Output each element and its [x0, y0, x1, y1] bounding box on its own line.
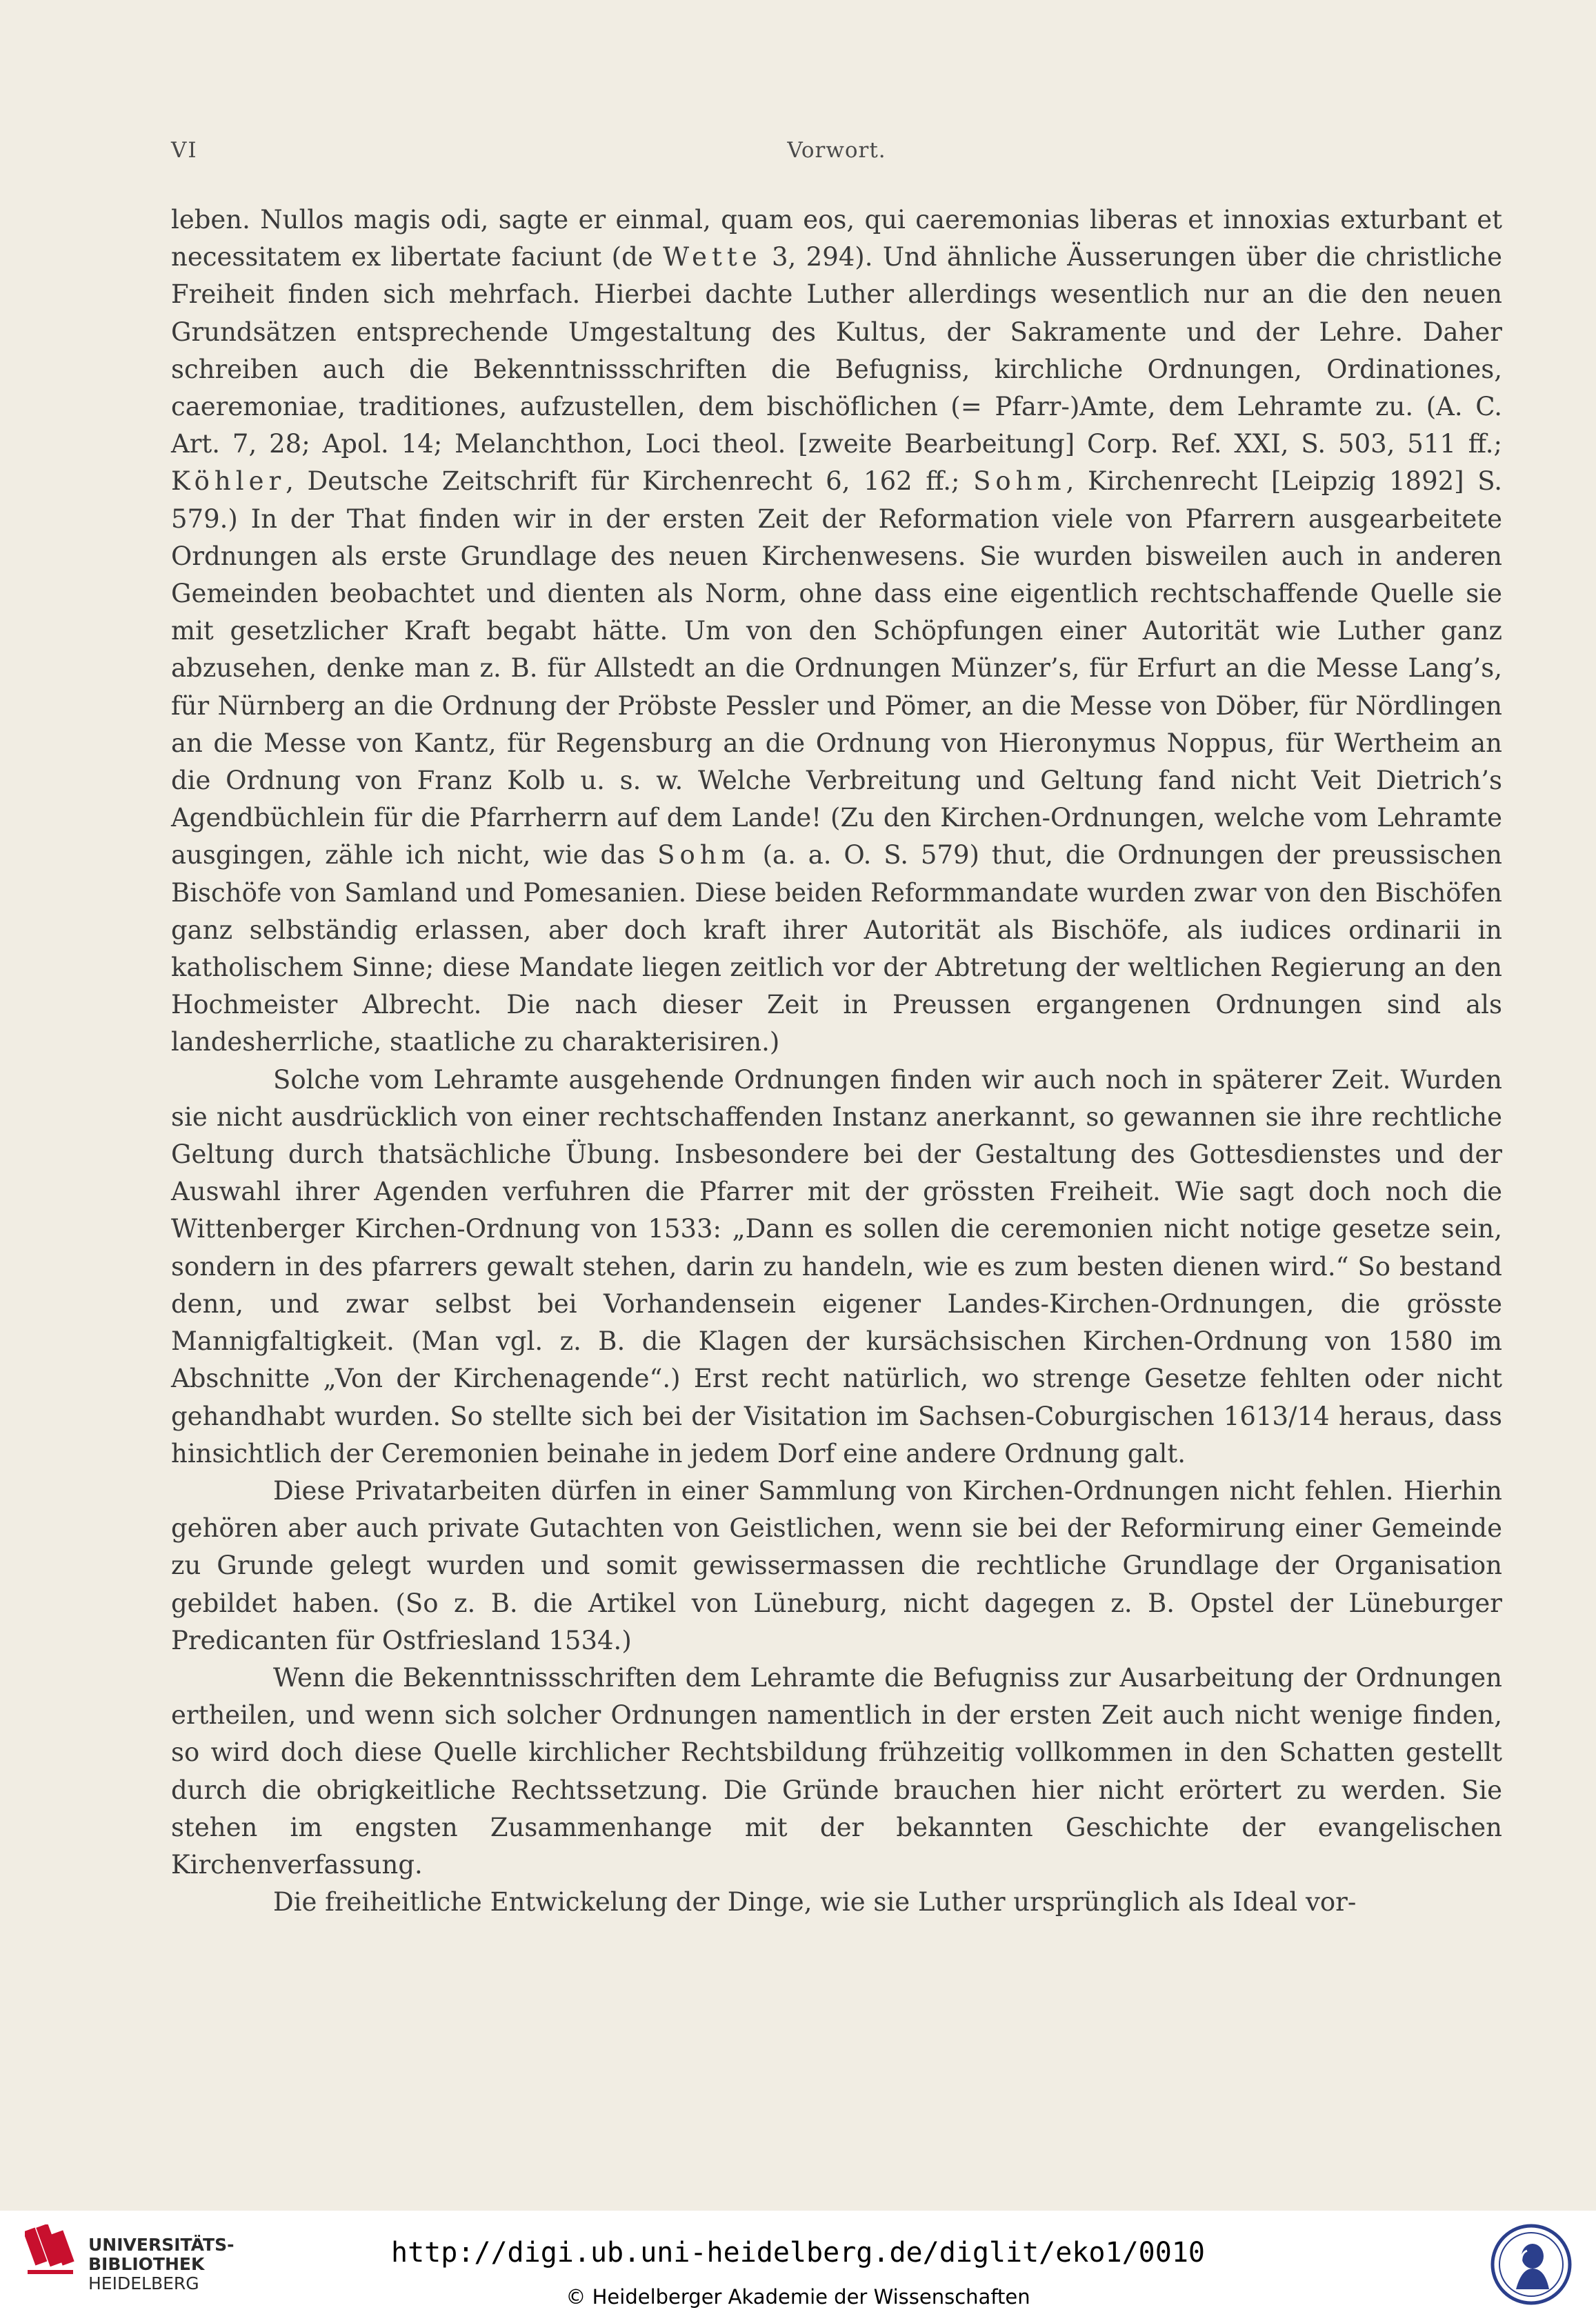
- text-run: (a. a. O. S. 579) thut, die Ordnungen der preussischen Bischöfe von Samland und Pomesanien. Diese beiden Reformmandate wurden zwar von den Bischöfen ganz selbständig erlassen, aber doch kraft ihrer Autorität als Bischöfe, als iudices ordinarii in katholischem Sinne; diese Mandate liegen zeitlich vor der Abtretung der weltlichen Regierung an den Hochmeister Albrecht. Die nach dieser Zeit in Preussen ergangenen Ordnungen sind als landesherrliche, staatliche zu charakterisiren.): [171, 840, 1502, 1057]
- page-header: [171, 138, 1502, 179]
- text-run: Wenn die Bekenntnissschriften dem Lehramte die Befugniss zur Ausarbeitung der Ordnungen ertheilen, und wenn sich solcher Ordnungen namentlich in der ersten Zeit auch nicht wenige finden, so wird doch diese Quelle kirchlicher Rechtsbildung frühzeitig vollkommen in den Schatten gestellt durch die obrigkeitliche Rechtssetzung. Die Gründe brauchen hier nicht erörtert zu werden. Sie stehen im engsten Zusammenhange mit der bekannten Geschichte der evangelischen Kirchenverfassung.: [171, 1662, 1502, 1880]
- body-text: [171, 201, 1502, 1921]
- viewer-footer: [0, 2211, 1596, 2321]
- text-run: Solche vom Lehramte ausgehende Ordnungen finden wir auch noch in späterer Zeit. Wurden sie nicht ausdrücklich von einer rechtschaffenden Instanz anerkannt, so gewannen sie ihre rechtliche Geltung durch thatsächliche Übung. Insbesondere bei der Gestaltung des Gottesdienstes und der Auswahl ihrer Agenden verfuhren die Pfarrer mit der grössten Freiheit. Wie sagt doch noch die Wittenberger Kirchen-Ordnung von 1533: „Dann es sollen die ceremonien nicht notige gesetze sein, sondern in des pfarrers gewalt stehen, darin zu handeln, wie es zum besten dienen wird.“ So bestand denn, und zwar selbst bei Vorhandensein eigener Landes-Kirchen-Ordnungen, die grösste Mannigfaltigkeit. (Man vgl. z. B. die Klagen der kursächsischen Kirchen-Ordnung von 1580 im Abschnitte „Von der Kirchenagende“.) Erst recht natürlich, wo strenge Gesetze fehlten oder nicht gehandhabt wurden. So stellte sich bei der Visitation im Sachsen-Coburgischen 1613/14 heraus, dass hinsichtlich der Ceremonien beinahe in jedem Dorf eine andere Ordnung galt.: [171, 1064, 1502, 1468]
- paragraph: [171, 1062, 1502, 1473]
- page-number: VI: [171, 138, 198, 163]
- copyright-notice: © Heidelberger Akademie der Wissenschaften: [566, 2285, 1030, 2309]
- text-run: Diese Privatarbeiten dürfen in einer Sammlung von Kirchen-Ordnungen nicht fehlen. Hierhin gehören aber auch private Gutachten von Geistlichen, wenn sie bei der Reformirung einer Gemeinde zu Grunde gelegt wurden und somit gewissermassen die rechtliche Grundlage der Organisation gebildet haben. (So z. B. die Artikel von Lüneburg, nicht dagegen z. B. Opstel der Lüneburger Predicanten für Ostfriesland 1534.): [171, 1475, 1502, 1655]
- text-run: , Deutsche Zeitschrift für Kirchenrecht 6, 162 ff.;: [286, 466, 974, 497]
- paragraph: [171, 1660, 1502, 1884]
- spaced-name: Köhler: [171, 466, 286, 497]
- spaced-name: Wette: [663, 242, 762, 272]
- library-name: UNIVERSITÄTS- BIBLIOTHEK HEIDELBERG: [88, 2235, 235, 2293]
- permalink-url[interactable]: http://digi.ub.uni-heidelberg.de/diglit/eko1/0010: [390, 2237, 1206, 2269]
- text-run: 3, 294). Und ähnliche Äusserungen über die christliche Freiheit finden sich mehrfach. Hierbei dachte Luther allerdings wesentlich nur an die den neuen Grundsätzen entsprechende Umgestaltung des Kultus, der Sakramente und der Lehre. Daher schreiben auch die Bekenntnissschriften die Befugniss, kirchliche Ordnungen, Ordinationes, caeremoniae, traditiones, aufzustellen, dem bischöflichen (= Pfarr-)Amte, dem Lehramte zu. (A. C. Art. 7, 28; Apol. 14; Melanchthon, Loci theol. [zweite Bearbeitung] Corp. Ref. XXI, S. 503, 511 ff.;: [171, 242, 1502, 459]
- paragraph: [171, 201, 1502, 1062]
- running-title: Vorwort.: [787, 138, 886, 163]
- text-run: Die freiheitliche Entwickelung der Dinge, wie sie Luther ursprünglich als Ideal vor-: [273, 1887, 1357, 1917]
- spaced-name: Sohm: [657, 840, 750, 870]
- text-run: , Kirchenrecht [Leipzig 1892] S. 579.) In der That finden wir in der ersten Zeit der Reformation viele von Pfarrern ausgearbeitete Ordnungen als erste Grundlage des neuen Kirchenwesens. Sie wurden bisweilen auch in anderen Gemeinden beobachtet und dienten als Norm, ohne dass eine eigentlich rechtschaffende Quelle sie mit gesetzlicher Kraft begabt hätte. Um von den Schöpfungen einer Autorität wie Luther ganz abzusehen, denke man z. B. für Allstedt an die Ordnungen Münzer’s, für Erfurt an die Messe Lang’s, für Nürnberg an die Ordnung der Pröbste Pessler und Pömer, an die Messe von Döber, für Nördlingen an die Messe von Kantz, für Regensburg an die Ordnung von Hieronymus Noppus, für Wertheim an die Ordnung von Franz Kolb u. s. w. Welche Verbreitung und Geltung fand nicht Veit Dietrich’s Agendbüchlein für die Pfarrherrn auf dem Lande! (Zu den Kirchen-Ordnungen, welche vom Lehramte ausgingen, zähle ich nicht, wie das: [171, 466, 1502, 870]
- paragraph: [171, 1473, 1502, 1660]
- academy-seal-icon: [1490, 2223, 1573, 2306]
- spaced-name: Sohm: [973, 466, 1066, 497]
- paragraph: [171, 1884, 1502, 1921]
- text-run: leben. Nullos magis odi, sagte er einmal, quam eos, qui caeremonias liberas et innoxias exturbant et necessitatem ex libertate faciunt (de: [171, 205, 1502, 272]
